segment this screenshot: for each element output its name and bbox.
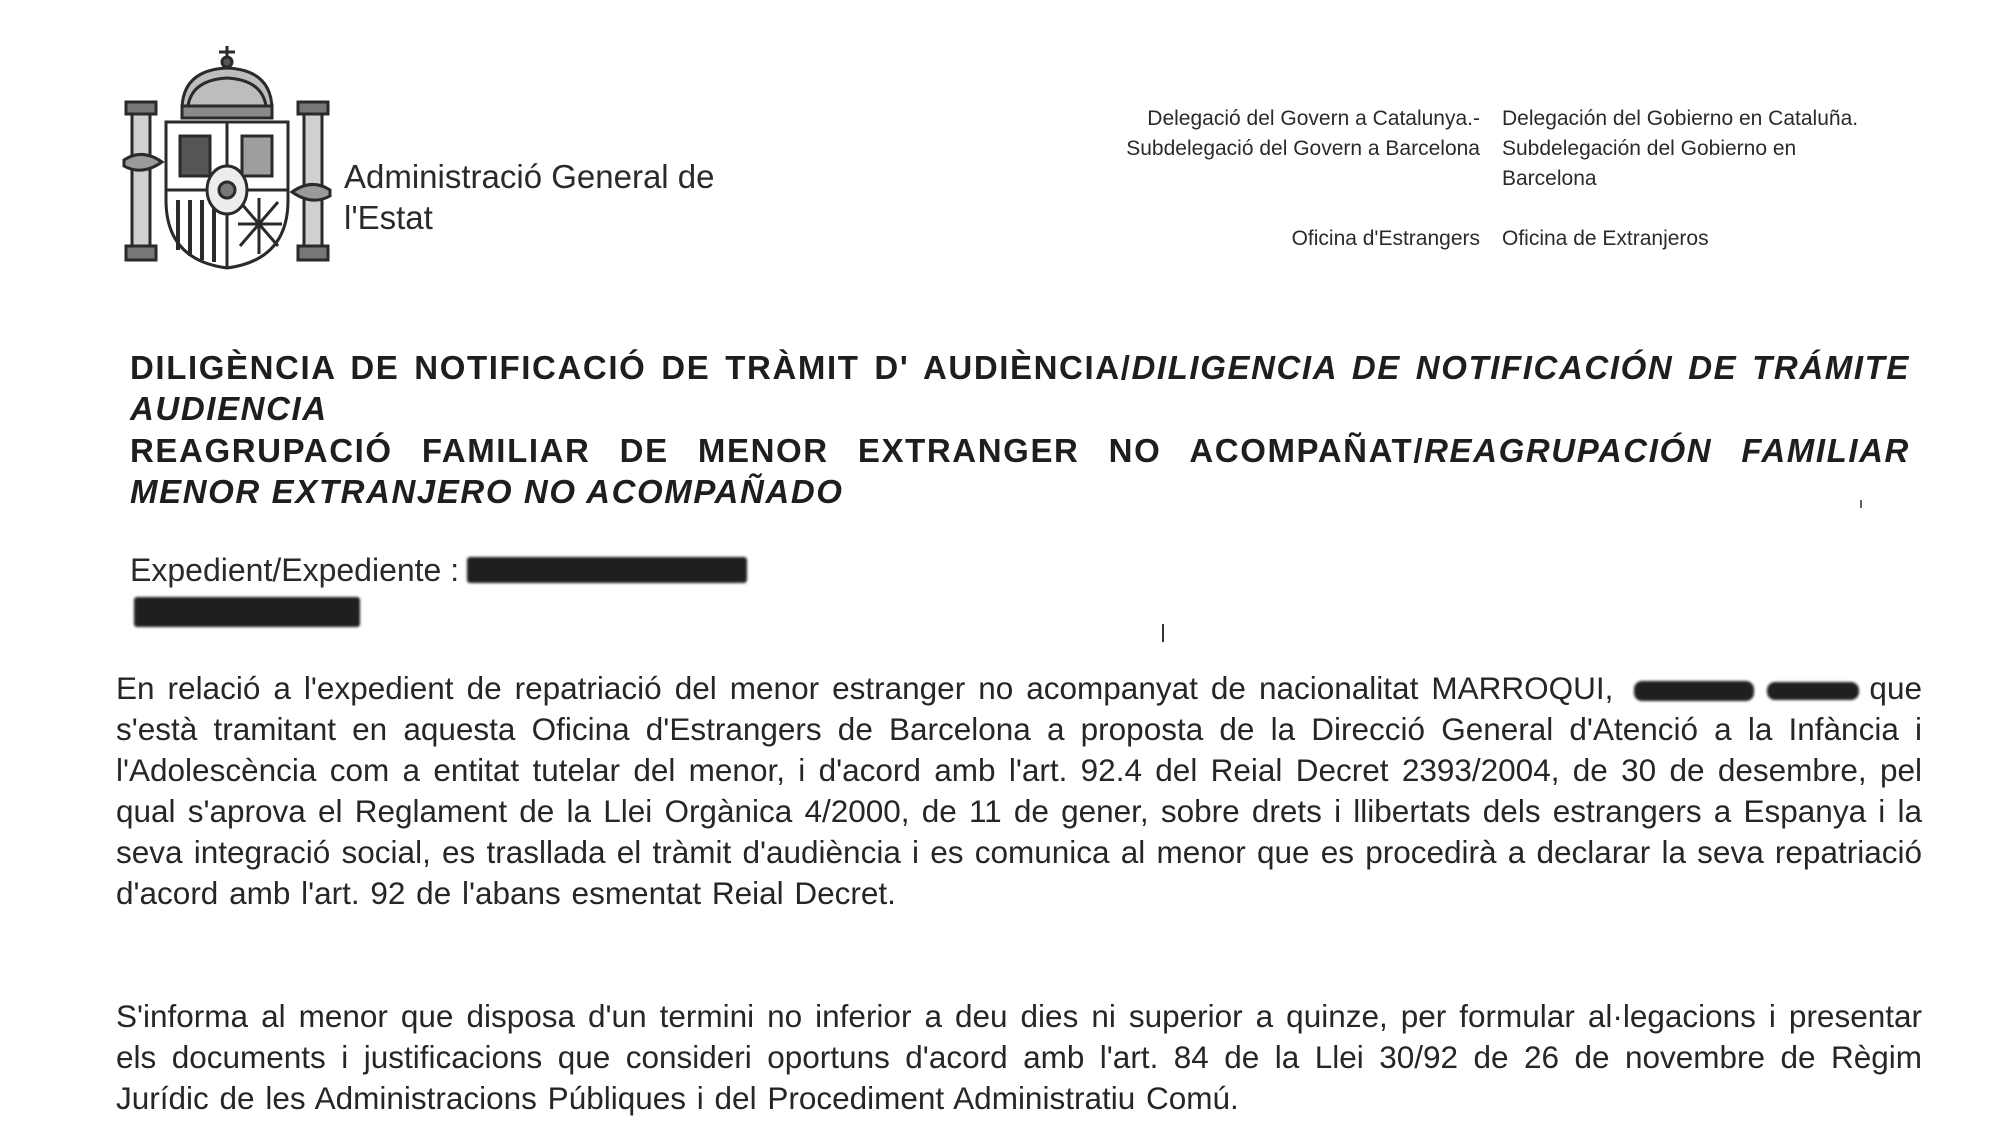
expedient-label: Expedient/Expediente : [130, 552, 460, 588]
document-title-line-1 [130, 347, 1910, 429]
redacted-minor-name-continued [1767, 682, 1859, 700]
redacted-minor-name [1634, 681, 1754, 701]
sub-office-catalan: Oficina d'Estrangers [1291, 227, 1480, 250]
title-line-2-catalan: REAGRUPACIÓ FAMILIAR DE MENOR EXTRANGER NO ACOMPAÑAT/ [130, 432, 1425, 469]
expedient-line [130, 550, 747, 590]
administration-name: Administració General de l'Estat [344, 158, 715, 236]
paragraph-1-end: que s'està tramitant en aquesta Oficina d'Estrangers de Barcelona a proposta de la Direcció General d'Atenció a la Infància i l'Adolescència com a entitat tutelar del menor, i d'acord amb l'art. 92.4 del Reial Decret 2393/2004, de 30 de desembre, pel qual s'aprova el Reglament de la Llei Orgànica 4/2000, de 11 de gener, sobre drets i llibertats dels estrangers a Espanya i la seva integració social, es trasllada el tràmit d'audiència i es comunica al menor que es procedirà a declarar la seva repatriació d'acord amb l'art. 92 de l'abans esmentat Reial Decret. [116, 670, 1922, 911]
paragraph-repatriation-notice [116, 668, 1922, 914]
title-line-2-spanish: REAGRUPACIÓN FAMILIAR MENOR EXTRANJERO NO ACOMPAÑADO [130, 432, 1910, 510]
paragraph-1-start: En relació a l'expedient de repatriació del menor estranger no acompanyat de nacionalitat MARROQUI, [116, 670, 1614, 706]
title-line-1-catalan: DILIGÈNCIA DE NOTIFICACIÓ DE TRÀMIT D' AUDIÈNCIA/ [130, 349, 1132, 386]
redacted-expedient-number-continued [134, 597, 360, 627]
document-title-line-2 [130, 430, 1910, 512]
sub-office-spanish: Oficina de Extranjeros [1502, 227, 1709, 250]
scan-mark [1162, 624, 1164, 642]
coat-of-arms-of-spain-icon [122, 40, 332, 276]
redacted-expedient-number [467, 557, 747, 583]
title-line-1-spanish: DILIGENCIA DE NOTIFICACIÓN DE TRÁMITE AUDIENCIA [130, 349, 1910, 427]
delegation-name-catalan: Delegació del Govern a Catalunya.- Subdelegació del Govern a Barcelona [1126, 107, 1480, 160]
delegation-name-spanish: Delegación del Gobierno en Cataluña. Subdelegación del Gobierno en Barcelona [1502, 107, 1859, 190]
paragraph-allegations-notice: S'informa al menor que disposa d'un termini no inferior a deu dies ni superior a quinze, per formular al·legacions i presentar els documents i justificacions que consideri oportuns d'acord amb l'art. 84 de la Llei 30/92 de 26 de novembre de Règim Jurídic de les Administracions Públiques i del Procediment Administratiu Comú. [116, 998, 1922, 1116]
scan-mark [1860, 500, 1862, 508]
